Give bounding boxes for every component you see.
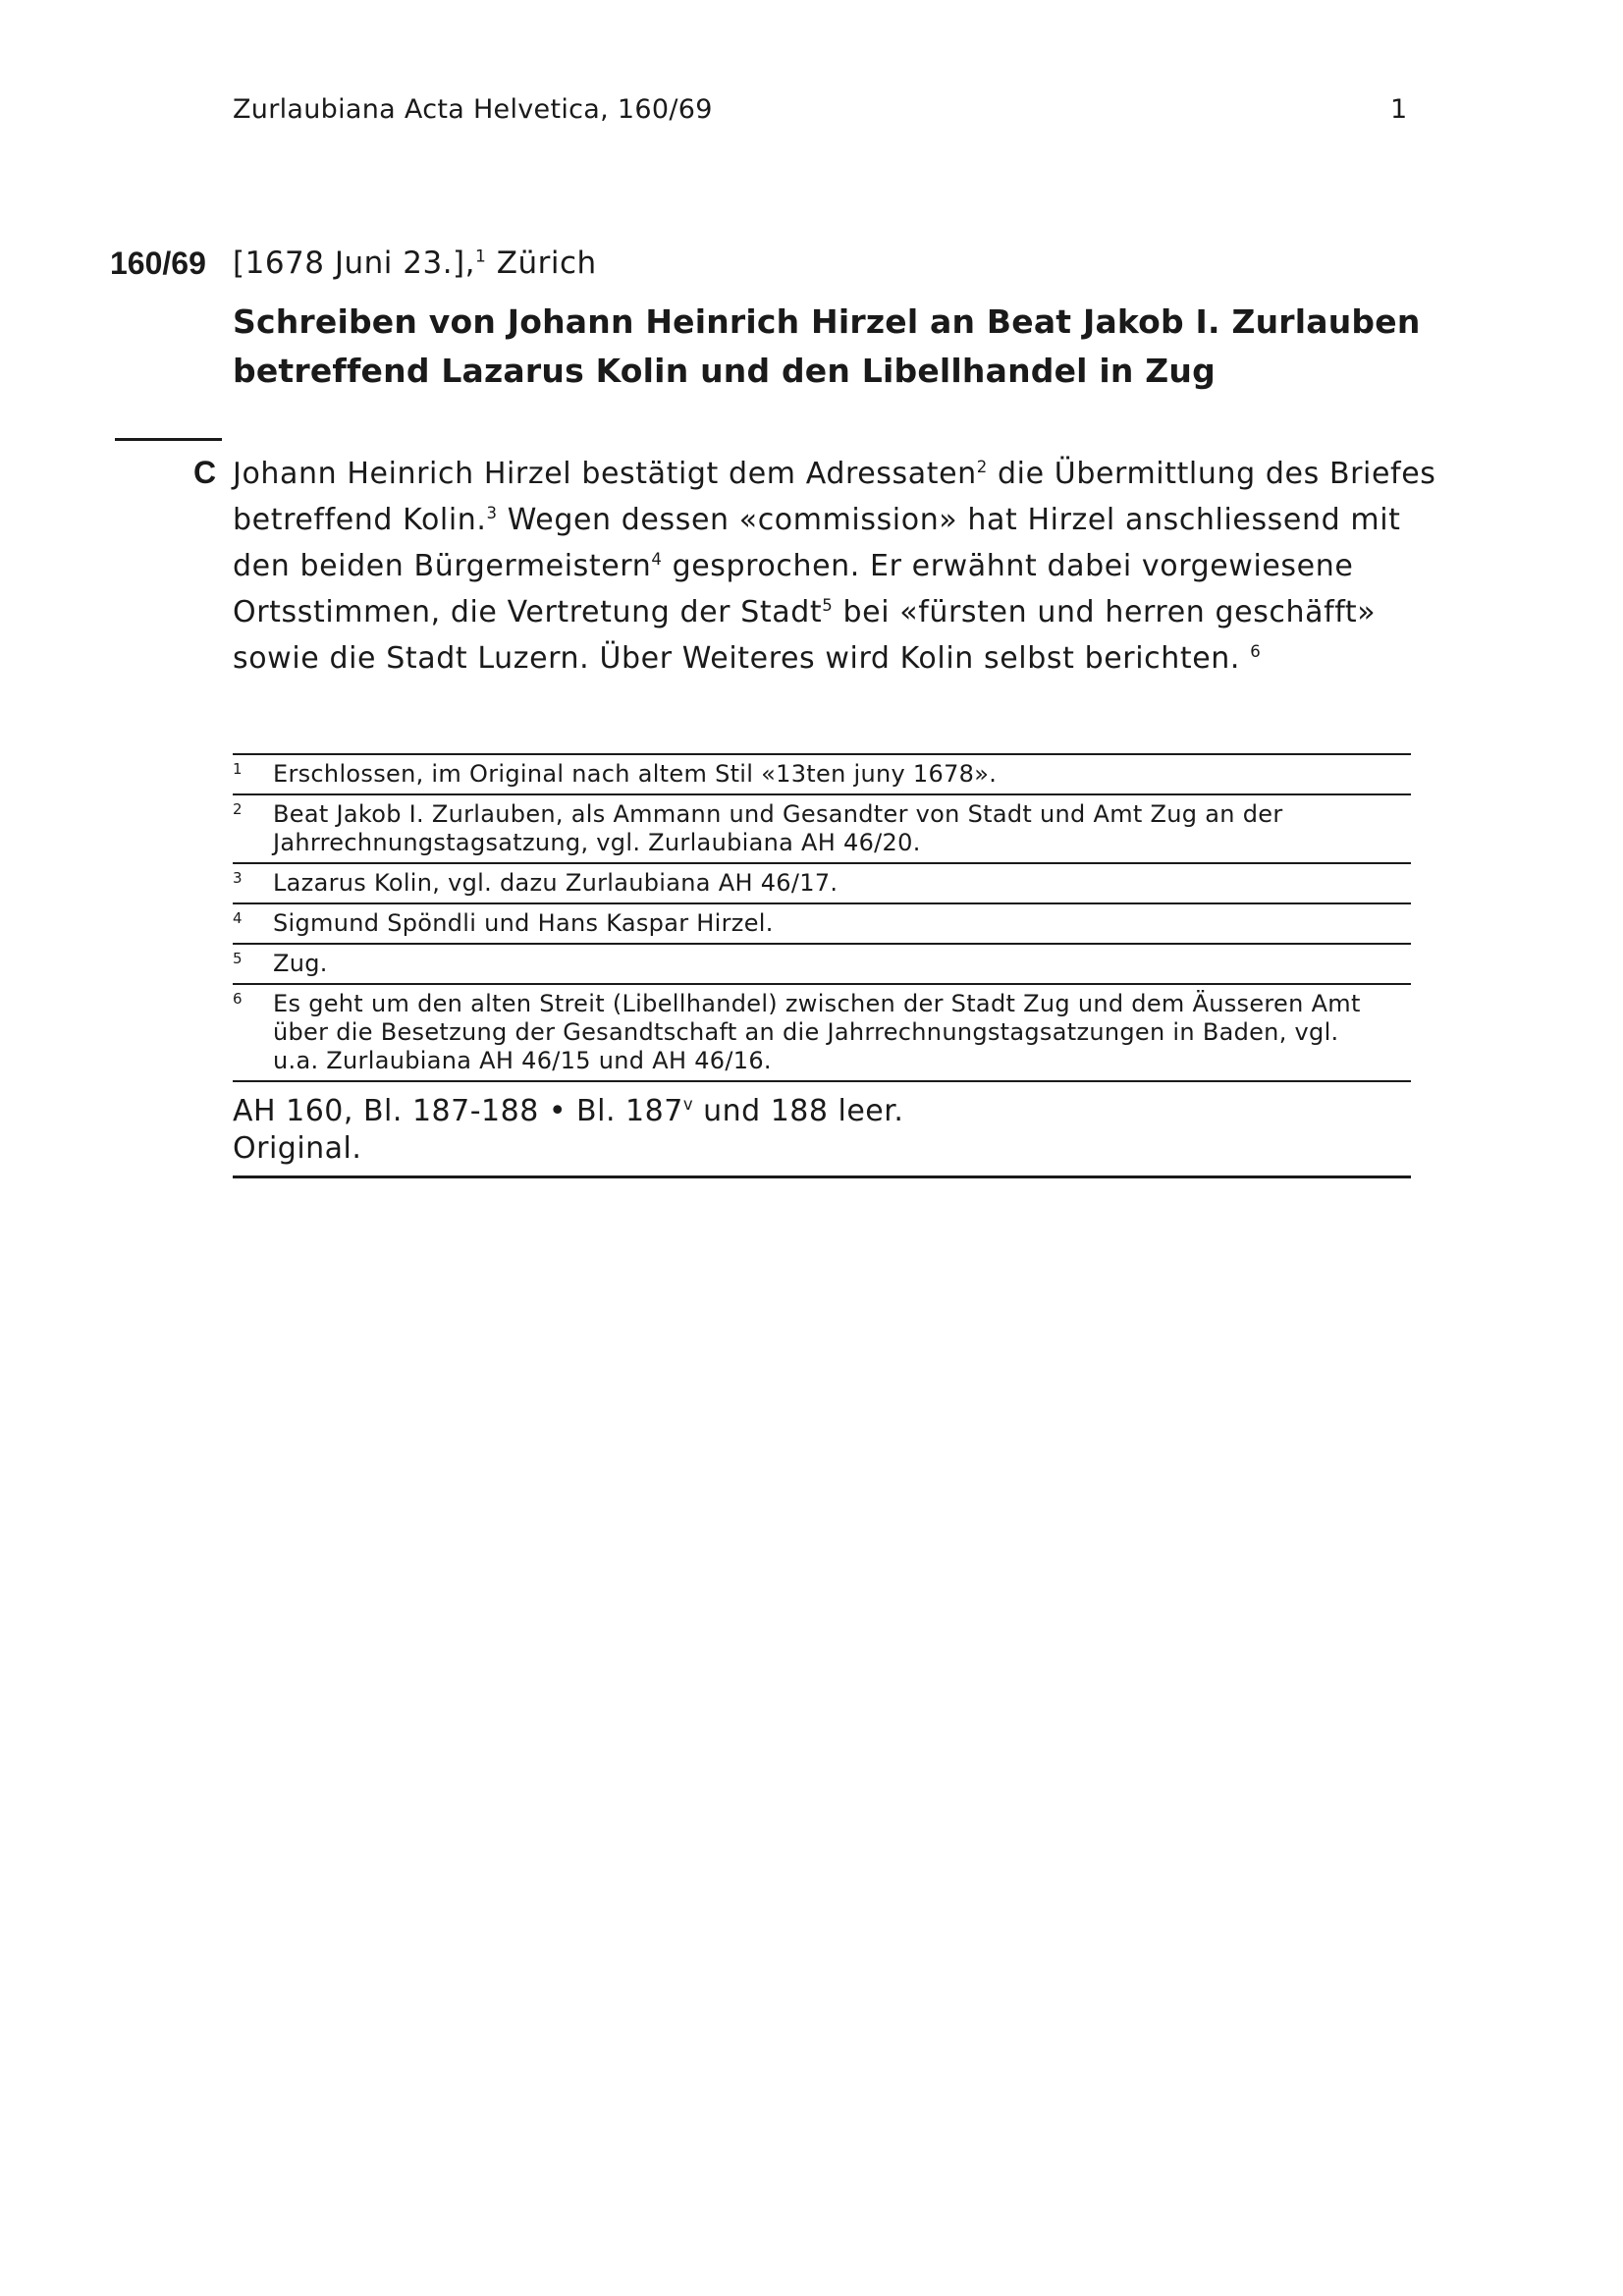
footnote [233,904,1411,945]
abstract-text: bei «fürsten und herren geschäfft» [833,595,1377,629]
abstract-line [233,451,1436,497]
source-line [233,1093,1411,1130]
footnote-text [273,909,1411,938]
section-rule [115,438,222,441]
abstract-text: Ortsstimmen, die Vertretung der Stadt [233,595,823,629]
footnote-line: Jahrrechnungstagsatzung, vgl. Zurlaubiana AH 46/20. [273,829,921,856]
footnote-line: Zug. [273,950,328,977]
document-place: Zürich [496,246,597,281]
footnotes [233,753,1411,1082]
footnote [233,755,1411,795]
source-text: und 188 leer. [693,1094,904,1128]
footnote-number: 1 [233,760,243,778]
footnote-line: Es geht um den alten Streit (Libellhandel) zwischen der Stadt Zug und dem Äusseren Amt [273,990,1361,1017]
footnote [233,864,1411,904]
footnote-number: 2 [233,800,243,818]
document-date: [1678 Juni 23.], [233,246,475,281]
footnote-text [273,950,1411,978]
abstract-line [233,635,1431,682]
footnote-text [273,990,1411,1075]
footnote-line: Sigmund Spöndli und Hans Kaspar Hirzel. [273,909,774,937]
source-line: Original. [233,1131,362,1166]
footnote-number: 6 [233,990,243,1008]
document-title [233,298,1421,396]
title-line: Schreiben von Johann Heinrich Hirzel an Beat Jakob I. Zurlauben [233,302,1421,341]
footnote-ref[interactable]: 2 [976,458,988,476]
regest-marker: C [193,455,217,490]
abstract-text: den beiden Bürgermeistern [233,549,652,583]
footnote-line: Erschlossen, im Original nach altem Stil «13ten juny 1678». [273,760,998,788]
abstract-text: Johann Heinrich Hirzel bestätigt dem Adressaten [233,457,977,491]
abstract-line [233,589,1431,635]
abstract-text: sowie die Stadt Luzern. Über Weiteres wird Kolin selbst berichten. [233,641,1241,676]
footnote [233,985,1411,1082]
footnote-line: über die Besetzung der Gesandtschaft an die Jahrrechnungstagsatzungen in Baden, vgl. [273,1018,1339,1046]
footnote-ref[interactable]: 4 [651,550,663,569]
abstract [233,451,1436,682]
abstract-text: gesprochen. Er erwähnt dabei vorgewiesene [662,549,1354,583]
footnote [233,945,1411,985]
footnote-ref[interactable]: 5 [822,596,834,615]
footnote-line: Lazarus Kolin, vgl. dazu Zurlaubiana AH 46/17. [273,869,839,897]
footnote-text [273,800,1411,857]
source-text: AH 160, Bl. 187-188 • Bl. 187 [233,1094,683,1128]
title-line: betreffend Lazarus Kolin und den Libellhandel in Zug [233,352,1216,390]
footnote-number: 3 [233,869,243,887]
footnote-number: 4 [233,909,243,927]
date-line [233,246,597,281]
abstract-line [233,543,1431,589]
source-note [233,1090,1411,1178]
footnote-text [273,760,1411,789]
abstract-line [233,497,1431,543]
footnote-ref[interactable]: 3 [486,504,498,522]
document-number: 160/69 [110,246,206,281]
page-number: 1 [1390,94,1408,125]
footnote-ref[interactable]: 1 [475,246,487,267]
footnote-line: u.a. Zurlaubiana AH 46/15 und AH 46/16. [273,1047,772,1074]
footnote-number: 5 [233,950,243,967]
abstract-text: betreffend Kolin. [233,503,487,537]
abstract-text: die Übermittlung des Briefes [987,457,1436,491]
folio-verso-mark: v [682,1095,694,1114]
footnote [233,795,1411,864]
footnote-text [273,869,1411,898]
footnote-ref[interactable]: 6 [1250,642,1262,661]
footnote-line: Beat Jakob I. Zurlauben, als Ammann und Gesandter von Stadt und Amt Zug an der [273,800,1283,828]
running-head: Zurlaubiana Acta Helvetica, 160/69 [233,94,713,125]
abstract-text: Wegen dessen «commission» hat Hirzel anschliessend mit [497,503,1401,537]
